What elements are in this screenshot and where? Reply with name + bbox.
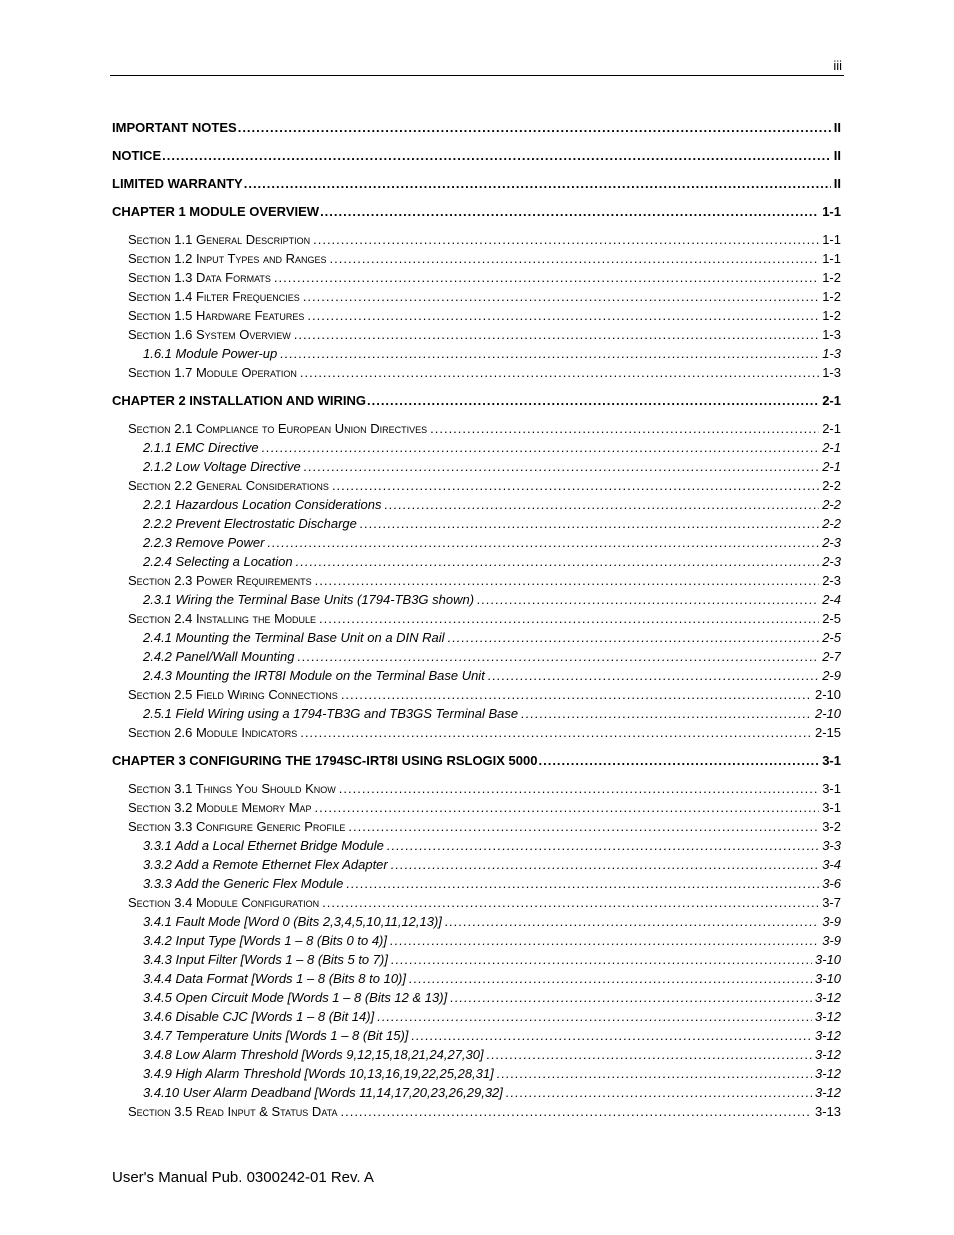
dot-leader <box>296 552 820 571</box>
dot-leader <box>450 988 812 1007</box>
toc-chapter-entry[interactable] <box>112 202 841 221</box>
dot-leader <box>244 174 831 193</box>
toc-entry-title: Section 1.1 General Description <box>128 232 311 247</box>
toc-entry-title: 2.2.4 Selecting a Location <box>143 554 293 569</box>
toc-entry-title: Section 1.4 Filter Frequencies <box>128 289 300 304</box>
toc-section-entry[interactable] <box>112 230 841 249</box>
toc-entry-title: Section 3.1 Things You Should Know <box>128 781 336 796</box>
dot-leader <box>294 325 819 344</box>
dot-leader <box>332 476 819 495</box>
toc-entry-page: 2-1 <box>822 421 841 436</box>
toc-subsection-entry[interactable] <box>112 628 841 647</box>
toc-subsection-entry[interactable] <box>112 988 841 1007</box>
toc-section-entry[interactable] <box>112 419 841 438</box>
toc-entry-title: 2.5.1 Field Wiring using a 1794-TB3G and TB3GS Terminal Base <box>143 706 519 721</box>
toc-entry-title: 3.4.6 Disable CJC [Words 1 – 8 (Bit 14)] <box>143 1009 375 1024</box>
dot-leader <box>430 419 819 438</box>
toc-entry-title: 3.4.4 Data Format [Words 1 – 8 (Bits 8 to 10)] <box>143 971 406 986</box>
toc-entry-title: 2.4.2 Panel/Wall Mounting <box>143 649 295 664</box>
toc-entry-page: 1-1 <box>822 232 841 247</box>
toc-section-entry[interactable] <box>112 779 841 798</box>
dot-leader <box>360 514 819 533</box>
toc-entry-title: NOTICE <box>112 148 162 163</box>
dot-leader <box>387 836 819 855</box>
table-of-contents <box>112 118 841 1121</box>
toc-subsection-entry[interactable] <box>112 344 841 363</box>
toc-entry-title: Section 1.3 Data Formats <box>128 270 271 285</box>
toc-subsection-entry[interactable] <box>112 438 841 457</box>
toc-section-entry[interactable] <box>112 609 841 628</box>
toc-entry-page: 2-3 <box>822 573 841 588</box>
dot-leader <box>521 704 812 723</box>
toc-subsection-entry[interactable] <box>112 647 841 666</box>
dot-leader <box>445 912 819 931</box>
toc-entry-title: 2.4.1 Mounting the Terminal Base Unit on a DIN Rail <box>143 630 445 645</box>
toc-entry-title: CHAPTER 1 MODULE OVERVIEW <box>112 204 320 219</box>
dot-leader <box>330 249 820 268</box>
toc-entry-page: 3-12 <box>814 1066 841 1081</box>
toc-entry-page: 3-9 <box>822 933 841 948</box>
dot-leader <box>391 950 812 969</box>
toc-entry-page: 2-10 <box>814 706 841 721</box>
toc-entry-page: 3-12 <box>814 990 841 1005</box>
toc-entry-page: 2-10 <box>814 687 841 702</box>
toc-entry-title: 3.4.7 Temperature Units [Words 1 – 8 (Bit 15)] <box>143 1028 409 1043</box>
toc-entry-title: Section 1.5 Hardware Features <box>128 308 305 323</box>
toc-entry-title: Section 1.6 System Overview <box>128 327 291 342</box>
toc-entry-page: 2-5 <box>822 630 841 645</box>
dot-leader <box>341 685 812 704</box>
dot-leader <box>238 118 831 137</box>
toc-entry-title: 3.3.2 Add a Remote Ethernet Flex Adapter <box>143 857 388 872</box>
toc-entry-page: 1-3 <box>822 365 841 380</box>
toc-subsection-entry[interactable] <box>112 950 841 969</box>
toc-section-entry[interactable] <box>112 249 841 268</box>
toc-entry-title: IMPORTANT NOTES <box>112 120 237 135</box>
dot-leader <box>477 590 819 609</box>
dot-leader <box>307 306 819 325</box>
dot-leader <box>274 268 819 287</box>
toc-entry-title: 3.3.3 Add the Generic Flex Module <box>143 876 344 891</box>
dot-leader <box>391 855 819 874</box>
toc-chapter-entry[interactable] <box>112 146 841 165</box>
toc-entry-page: 3-1 <box>822 753 841 768</box>
toc-subsection-entry[interactable] <box>112 552 841 571</box>
toc-entry-page: 1-2 <box>822 289 841 304</box>
toc-entry-title: 3.4.1 Fault Mode [Word 0 (Bits 2,3,4,5,10,11,12,13)] <box>143 914 442 929</box>
toc-entry-title: 2.2.3 Remove Power <box>143 535 265 550</box>
dot-leader <box>298 647 820 666</box>
toc-entry-title: Section 2.1 Compliance to European Union Directives <box>128 421 428 436</box>
toc-entry-title: 3.4.3 Input Filter [Words 1 – 8 (Bits 5 to 7)] <box>143 952 388 967</box>
toc-entry-page: 1-3 <box>822 327 841 342</box>
toc-entry-page: 2-2 <box>822 516 841 531</box>
toc-subsection-entry[interactable] <box>112 590 841 609</box>
toc-entry-title: CHAPTER 3 CONFIGURING THE 1794SC-IRT8I USING RSLOGIX 5000 <box>112 753 538 768</box>
toc-entry-title: 2.3.1 Wiring the Terminal Base Units (1794-TB3G shown) <box>143 592 475 607</box>
toc-section-entry[interactable] <box>112 306 841 325</box>
page-number: iii <box>833 58 842 73</box>
toc-entry-page: 3-13 <box>814 1104 841 1119</box>
toc-subsection-entry[interactable] <box>112 666 841 685</box>
toc-section-entry[interactable] <box>112 287 841 306</box>
toc-entry-title: 3.4.10 User Alarm Deadband [Words 11,14,17,20,23,26,29,32] <box>143 1085 503 1100</box>
dot-leader <box>411 1026 812 1045</box>
toc-subsection-entry[interactable] <box>112 1064 841 1083</box>
toc-chapter-entry[interactable] <box>112 174 841 193</box>
toc-entry-page: 2-5 <box>822 611 841 626</box>
toc-entry-page: 3-7 <box>822 895 841 910</box>
dot-leader <box>538 751 819 770</box>
dot-leader <box>506 1083 812 1102</box>
toc-entry-title: Section 3.4 Module Configuration <box>128 895 320 910</box>
toc-chapter-entry[interactable] <box>112 391 841 410</box>
toc-subsection-entry[interactable] <box>112 457 841 476</box>
dot-leader <box>319 609 819 628</box>
toc-entry-title: Section 2.2 General Considerations <box>128 478 329 493</box>
toc-entry-page: 3-6 <box>822 876 841 891</box>
toc-entry-page: 1-3 <box>822 346 841 361</box>
toc-entry-page: 2-2 <box>822 497 841 512</box>
toc-chapter-entry[interactable] <box>112 118 841 137</box>
toc-entry-page: 2-1 <box>822 440 841 455</box>
toc-entry-page: 1-2 <box>822 270 841 285</box>
dot-leader <box>304 457 819 476</box>
toc-entry-title: 1.6.1 Module Power-up <box>143 346 278 361</box>
dot-leader <box>448 628 820 647</box>
dot-leader <box>315 571 820 590</box>
dot-leader <box>409 969 812 988</box>
toc-entry-page: 3-2 <box>822 819 841 834</box>
toc-entry-title: 3.4.9 High Alarm Threshold [Words 10,13,16,19,22,25,28,31] <box>143 1066 494 1081</box>
toc-entry-page: 1-1 <box>822 204 841 219</box>
toc-entry-title: 3.4.8 Low Alarm Threshold [Words 9,12,15,18,21,24,27,30] <box>143 1047 484 1062</box>
toc-entry-title: Section 1.7 Module Operation <box>128 365 297 380</box>
dot-leader <box>262 438 820 457</box>
toc-entry-page: 2-2 <box>822 478 841 493</box>
dot-leader <box>367 391 819 410</box>
toc-section-entry[interactable] <box>112 363 841 382</box>
toc-section-entry[interactable] <box>112 571 841 590</box>
toc-subsection-entry[interactable] <box>112 931 841 950</box>
dot-leader <box>162 146 831 165</box>
dot-leader <box>315 798 820 817</box>
toc-entry-page: 2-3 <box>822 535 841 550</box>
toc-subsection-entry[interactable] <box>112 1045 841 1064</box>
toc-entry-title: Section 2.6 Module Indicators <box>128 725 298 740</box>
toc-entry-page: 2-9 <box>822 668 841 683</box>
toc-entry-page: 2-15 <box>814 725 841 740</box>
dot-leader <box>303 287 819 306</box>
toc-subsection-entry[interactable] <box>112 1026 841 1045</box>
toc-entry-title: 3.4.2 Input Type [Words 1 – 8 (Bits 0 to 4)] <box>143 933 387 948</box>
toc-entry-page: 3-3 <box>822 838 841 853</box>
toc-entry-page: 2-1 <box>822 393 841 408</box>
toc-section-entry[interactable] <box>112 817 841 836</box>
toc-entry-title: Section 3.5 Read Input & Status Data <box>128 1104 338 1119</box>
toc-entry-page: 3-10 <box>814 952 841 967</box>
toc-section-entry[interactable] <box>112 893 841 912</box>
toc-section-entry[interactable] <box>112 798 841 817</box>
toc-subsection-entry[interactable] <box>112 969 841 988</box>
toc-entry-page: II <box>833 148 841 163</box>
toc-entry-title: Section 2.3 Power Requirements <box>128 573 312 588</box>
toc-entry-page: II <box>833 176 841 191</box>
toc-subsection-entry[interactable] <box>112 836 841 855</box>
toc-entry-page: 3-12 <box>814 1085 841 1100</box>
toc-subsection-entry[interactable] <box>112 514 841 533</box>
toc-subsection-entry[interactable] <box>112 495 841 514</box>
dot-leader <box>313 230 819 249</box>
toc-entry-title: Section 3.3 Configure Generic Profile <box>128 819 346 834</box>
header-rule <box>110 75 844 76</box>
toc-entry-page: II <box>833 120 841 135</box>
toc-subsection-entry[interactable] <box>112 1007 841 1026</box>
toc-entry-title: 2.1.1 EMC Directive <box>143 440 259 455</box>
toc-entry-title: Section 2.5 Field Wiring Connections <box>128 687 338 702</box>
toc-section-entry[interactable] <box>112 685 841 704</box>
toc-entry-page: 2-4 <box>822 592 841 607</box>
toc-subsection-entry[interactable] <box>112 912 841 931</box>
toc-entry-page: 3-12 <box>814 1028 841 1043</box>
toc-entry-title: 3.3.1 Add a Local Ethernet Bridge Module <box>143 838 384 853</box>
toc-entry-page: 1-2 <box>822 308 841 323</box>
toc-entry-page: 2-3 <box>822 554 841 569</box>
dot-leader <box>488 666 819 685</box>
dot-leader <box>339 779 819 798</box>
toc-entry-title: LIMITED WARRANTY <box>112 176 243 191</box>
toc-subsection-entry[interactable] <box>112 874 841 893</box>
toc-entry-page: 3-1 <box>822 781 841 796</box>
toc-section-entry[interactable] <box>112 1102 841 1121</box>
toc-entry-page: 2-1 <box>822 459 841 474</box>
dot-leader <box>390 931 819 950</box>
dot-leader <box>300 363 819 382</box>
toc-entry-page: 3-9 <box>822 914 841 929</box>
toc-entry-title: 2.2.2 Prevent Electrostatic Discharge <box>143 516 357 531</box>
toc-entry-page: 3-10 <box>814 971 841 986</box>
toc-subsection-entry[interactable] <box>112 855 841 874</box>
toc-entry-title: Section 1.2 Input Types and Ranges <box>128 251 327 266</box>
toc-section-entry[interactable] <box>112 325 841 344</box>
toc-section-entry[interactable] <box>112 268 841 287</box>
toc-entry-title: 2.2.1 Hazardous Location Considerations <box>143 497 382 512</box>
dot-leader <box>384 495 819 514</box>
toc-entry-title: 3.4.5 Open Circuit Mode [Words 1 – 8 (Bits 12 & 13)] <box>143 990 448 1005</box>
dot-leader <box>346 874 819 893</box>
dot-leader <box>377 1007 812 1026</box>
toc-entry-title: Section 2.4 Installing the Module <box>128 611 316 626</box>
footer-publication: User's Manual Pub. 0300242-01 Rev. A <box>112 1169 374 1186</box>
dot-leader <box>300 723 812 742</box>
toc-subsection-entry[interactable] <box>112 1083 841 1102</box>
toc-entry-title: 2.4.3 Mounting the IRT8I Module on the Terminal Base Unit <box>143 668 485 683</box>
dot-leader <box>322 893 819 912</box>
toc-entry-page: 3-1 <box>822 800 841 815</box>
dot-leader <box>267 533 819 552</box>
dot-leader <box>487 1045 812 1064</box>
toc-subsection-entry[interactable] <box>112 704 841 723</box>
toc-section-entry[interactable] <box>112 476 841 495</box>
toc-subsection-entry[interactable] <box>112 533 841 552</box>
dot-leader <box>340 1102 811 1121</box>
toc-entry-page: 1-1 <box>822 251 841 266</box>
toc-entry-title: 2.1.2 Low Voltage Directive <box>143 459 301 474</box>
dot-leader <box>497 1064 812 1083</box>
toc-entry-page: 2-7 <box>822 649 841 664</box>
toc-entry-page: 3-4 <box>822 857 841 872</box>
toc-entry-page: 3-12 <box>814 1009 841 1024</box>
dot-leader <box>280 344 819 363</box>
dot-leader <box>348 817 819 836</box>
toc-entry-page: 3-12 <box>814 1047 841 1062</box>
toc-chapter-entry[interactable] <box>112 751 841 770</box>
toc-entry-title: Section 3.2 Module Memory Map <box>128 800 312 815</box>
toc-section-entry[interactable] <box>112 723 841 742</box>
dot-leader <box>320 202 819 221</box>
toc-entry-title: CHAPTER 2 INSTALLATION AND WIRING <box>112 393 366 408</box>
